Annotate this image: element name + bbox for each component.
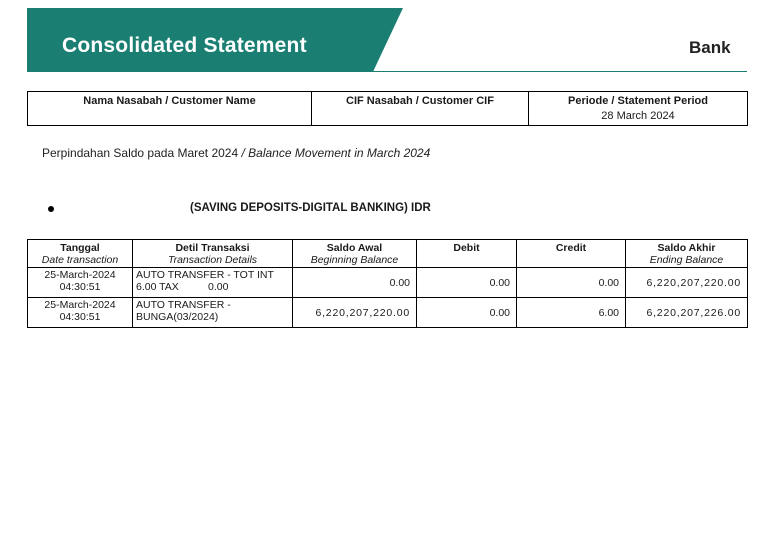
cell-date: 25-March-2024 04:30:51 [28,268,133,298]
customer-name-label: Nama Nasabah / Customer Name [83,95,256,107]
page-title: Consolidated Statement [62,34,307,57]
col-header-beginning-balance: Saldo Awal Beginning Balance [293,240,417,268]
balance-movement-en: / Balance Movement in March 2024 [241,146,431,160]
table-row [28,298,748,328]
statement-period-value: 28 March 2024 [601,110,675,122]
table-header-row [28,240,748,268]
cell-credit: 6.00 [517,298,626,328]
col-header-date: Tanggal Date transaction [28,240,133,268]
table-row [28,268,748,298]
transactions-table [27,239,748,328]
col-header-details: Detil Transaksi Transaction Details [133,240,293,268]
cell-details: AUTO TRANSFER - BUNGA(03/2024) [133,298,293,328]
cell-details: AUTO TRANSFER - TOT INT 6.00 TAX 0.00 [133,268,293,298]
cell-beginning-balance: 0.00 [293,268,417,298]
cell-ending-balance: 6,220,207,226.00 [626,298,748,328]
col-header-ending-balance: Saldo Akhir Ending Balance [626,240,748,268]
cell-debit: 0.00 [417,268,517,298]
account-section-title: (SAVING DEPOSITS-DIGITAL BANKING) IDR [190,202,431,214]
col-header-debit: Debit [417,240,517,268]
customer-info-table [27,91,748,126]
customer-name-cell [28,92,312,126]
statement-period-cell [529,92,748,126]
customer-cif-cell [312,92,529,126]
cell-ending-balance: 6,220,207,220.00 [626,268,748,298]
header-divider [370,71,747,72]
customer-cif-label: CIF Nasabah / Customer CIF [346,95,494,107]
col-header-credit: Credit [517,240,626,268]
balance-movement-heading [42,146,430,160]
bank-name: Bank [689,38,731,57]
balance-movement-id: Perpindahan Saldo pada Maret 2024 [42,146,239,160]
cell-debit: 0.00 [417,298,517,328]
cell-credit: 0.00 [517,268,626,298]
statement-period-label: Periode / Statement Period [568,95,708,107]
cell-beginning-balance: 6,220,207,220.00 [293,298,417,328]
bullet-icon [48,206,54,212]
cell-date: 25-March-2024 04:30:51 [28,298,133,328]
